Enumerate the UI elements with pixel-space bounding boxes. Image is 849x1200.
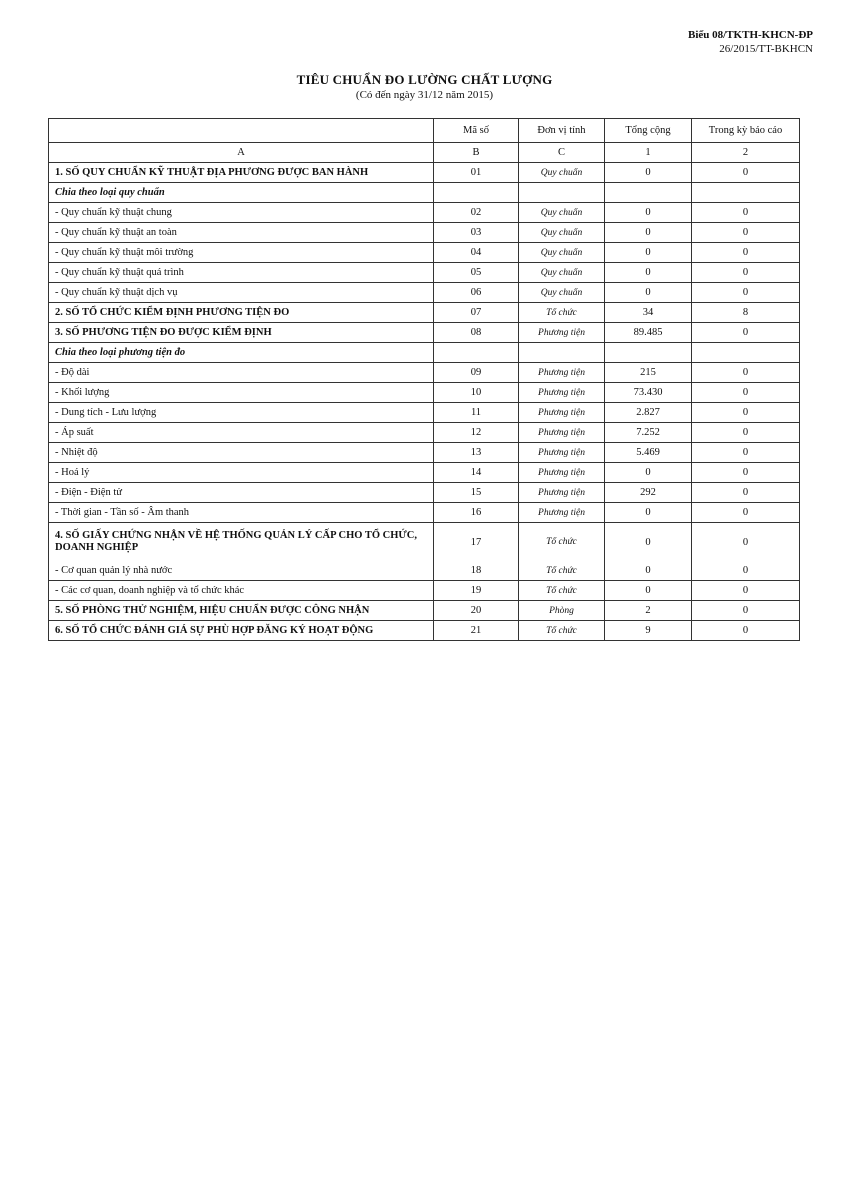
row-total: 0	[605, 523, 692, 562]
table-row	[49, 423, 800, 443]
row-period: 0	[692, 243, 800, 263]
row-name: - Điện - Điện tử	[49, 483, 434, 503]
row-unit	[519, 343, 605, 363]
row-unit: Quy chuẩn	[519, 243, 605, 263]
row-total: 0	[605, 463, 692, 483]
row-period: 0	[692, 263, 800, 283]
row-code: 17	[434, 523, 519, 562]
row-unit: Tổ chức	[519, 523, 605, 562]
row-code: 02	[434, 203, 519, 223]
page-title: TIÊU CHUẨN ĐO LƯỜNG CHẤT LƯỢNG	[296, 72, 553, 87]
section-row	[49, 523, 800, 562]
row-period: 0	[692, 423, 800, 443]
row-name: Chia theo loại phương tiện đo	[49, 343, 434, 363]
row-total	[605, 183, 692, 203]
row-name: - Hoá lý	[49, 463, 434, 483]
row-total: 0	[605, 203, 692, 223]
row-period: 0	[692, 203, 800, 223]
row-unit: Phương tiện	[519, 463, 605, 483]
row-unit: Phương tiện	[519, 503, 605, 523]
row-code: 09	[434, 363, 519, 383]
row-total: 9	[605, 621, 692, 641]
row-code: 07	[434, 303, 519, 323]
row-name: - Các cơ quan, doanh nghiệp và tổ chức khác	[49, 581, 434, 601]
table-row	[49, 223, 800, 243]
row-name: Chia theo loại quy chuẩn	[49, 183, 434, 203]
row-name: - Quy chuẩn kỹ thuật quá trình	[49, 263, 434, 283]
row-code: 15	[434, 483, 519, 503]
row-code: 14	[434, 463, 519, 483]
row-total: 89.485	[605, 323, 692, 343]
row-total: 2.827	[605, 403, 692, 423]
header-period: Trong kỳ báo cáo	[692, 119, 800, 143]
table-row	[49, 363, 800, 383]
row-name: 3. SỐ PHƯƠNG TIỆN ĐO ĐƯỢC KIỂM ĐỊNH	[49, 323, 434, 343]
header-code: Mã số	[434, 119, 519, 143]
row-code: 21	[434, 621, 519, 641]
row-period: 0	[692, 443, 800, 463]
table-row	[49, 203, 800, 223]
group-row	[49, 183, 800, 203]
row-total: 0	[605, 283, 692, 303]
table-row	[49, 503, 800, 523]
header-total: Tổng cộng	[605, 119, 692, 143]
row-name: - Quy chuẩn kỹ thuật an toàn	[49, 223, 434, 243]
key-period: 2	[692, 143, 800, 163]
row-name: - Cơ quan quản lý nhà nước	[49, 561, 434, 581]
row-period: 0	[692, 561, 800, 581]
row-period: 8	[692, 303, 800, 323]
section-row	[49, 163, 800, 183]
row-code: 06	[434, 283, 519, 303]
row-period: 0	[692, 323, 800, 343]
key-unit: C	[519, 143, 605, 163]
report-table	[48, 118, 800, 641]
section-row	[49, 621, 800, 641]
row-unit: Quy chuẩn	[519, 283, 605, 303]
row-unit: Tổ chức	[519, 581, 605, 601]
row-total: 0	[605, 223, 692, 243]
row-total: 0	[605, 581, 692, 601]
row-total: 34	[605, 303, 692, 323]
row-unit: Phương tiện	[519, 363, 605, 383]
row-name: - Nhiệt độ	[49, 443, 434, 463]
header-name	[49, 119, 434, 143]
table-row	[49, 263, 800, 283]
row-period: 0	[692, 523, 800, 562]
row-code: 04	[434, 243, 519, 263]
row-period: 0	[692, 483, 800, 503]
group-row	[49, 343, 800, 363]
row-total: 0	[605, 503, 692, 523]
row-unit: Tổ chức	[519, 303, 605, 323]
row-period: 0	[692, 581, 800, 601]
row-code: 13	[434, 443, 519, 463]
row-period: 0	[692, 403, 800, 423]
row-name: - Quy chuẩn kỹ thuật chung	[49, 203, 434, 223]
row-code: 18	[434, 561, 519, 581]
header-unit: Đơn vị tính	[519, 119, 605, 143]
table-row	[49, 243, 800, 263]
row-unit: Phương tiện	[519, 423, 605, 443]
row-unit: Phương tiện	[519, 323, 605, 343]
row-unit: Quy chuẩn	[519, 223, 605, 243]
row-code: 05	[434, 263, 519, 283]
row-name: 5. SỐ PHÒNG THỬ NGHIỆM, HIỆU CHUẨN ĐƯỢC CÔNG NHẬN	[49, 601, 434, 621]
row-code: 11	[434, 403, 519, 423]
table-row	[49, 283, 800, 303]
section-row	[49, 323, 800, 343]
table-row	[49, 581, 800, 601]
row-period: 0	[692, 223, 800, 243]
table-row	[49, 383, 800, 403]
row-total: 7.252	[605, 423, 692, 443]
row-total: 292	[605, 483, 692, 503]
row-code: 01	[434, 163, 519, 183]
row-name: - Độ dài	[49, 363, 434, 383]
row-period: 0	[692, 363, 800, 383]
row-code: 03	[434, 223, 519, 243]
row-code: 20	[434, 601, 519, 621]
row-total: 0	[605, 243, 692, 263]
table-row	[49, 483, 800, 503]
row-period: 0	[692, 503, 800, 523]
row-period	[692, 183, 800, 203]
row-name: 2. SỐ TỔ CHỨC KIỂM ĐỊNH PHƯƠNG TIỆN ĐO	[49, 303, 434, 323]
row-code	[434, 183, 519, 203]
row-total	[605, 343, 692, 363]
row-unit: Phương tiện	[519, 483, 605, 503]
form-code-line-2: 26/2015/TT-BKHCN	[719, 43, 813, 55]
row-unit: Quy chuẩn	[519, 163, 605, 183]
row-code: 10	[434, 383, 519, 403]
row-unit: Tổ chức	[519, 621, 605, 641]
row-unit: Quy chuẩn	[519, 203, 605, 223]
key-code: B	[434, 143, 519, 163]
row-unit	[519, 183, 605, 203]
row-unit: Phương tiện	[519, 443, 605, 463]
form-code	[688, 28, 813, 56]
row-total: 5.469	[605, 443, 692, 463]
section-row	[49, 601, 800, 621]
row-code: 08	[434, 323, 519, 343]
row-name: - Thời gian - Tần số - Âm thanh	[49, 503, 434, 523]
row-unit: Phương tiện	[519, 383, 605, 403]
section-row	[49, 303, 800, 323]
key-total: 1	[605, 143, 692, 163]
row-period: 0	[692, 283, 800, 303]
row-total: 215	[605, 363, 692, 383]
table-row	[49, 443, 800, 463]
row-total: 2	[605, 601, 692, 621]
row-period: 0	[692, 383, 800, 403]
row-code: 19	[434, 581, 519, 601]
row-name: - Áp suất	[49, 423, 434, 443]
row-unit: Tổ chức	[519, 561, 605, 581]
key-name: A	[49, 143, 434, 163]
row-name: 6. SỐ TỔ CHỨC ĐÁNH GIÁ SỰ PHÙ HỢP ĐĂNG KÝ HOẠT ĐỘNG	[49, 621, 434, 641]
column-key-row	[49, 143, 800, 163]
row-name: - Dung tích - Lưu lượng	[49, 403, 434, 423]
row-period: 0	[692, 163, 800, 183]
header-row	[49, 119, 800, 143]
row-period: 0	[692, 463, 800, 483]
row-name: - Khối lượng	[49, 383, 434, 403]
table-row	[49, 403, 800, 423]
row-unit: Phòng	[519, 601, 605, 621]
table-row	[49, 561, 800, 581]
row-period: 0	[692, 601, 800, 621]
row-unit: Phương tiện	[519, 403, 605, 423]
row-unit: Quy chuẩn	[519, 263, 605, 283]
row-code: 16	[434, 503, 519, 523]
row-name: 4. SỐ GIẤY CHỨNG NHẬN VỀ HỆ THỐNG QUẢN LÝ CẤP CHO TỔ CHỨC, DOANH NGHIỆP	[49, 523, 434, 562]
row-total: 0	[605, 561, 692, 581]
row-name: - Quy chuẩn kỹ thuật dịch vụ	[49, 283, 434, 303]
row-period: 0	[692, 621, 800, 641]
row-total: 0	[605, 163, 692, 183]
row-code	[434, 343, 519, 363]
table-row	[49, 463, 800, 483]
page-subtitle: (Có đến ngày 31/12 năm 2015)	[355, 89, 494, 101]
row-period	[692, 343, 800, 363]
row-total: 73.430	[605, 383, 692, 403]
row-name: 1. SỐ QUY CHUẨN KỸ THUẬT ĐỊA PHƯƠNG ĐƯỢC BAN HÀNH	[49, 163, 434, 183]
row-name: - Quy chuẩn kỹ thuật môi trường	[49, 243, 434, 263]
row-code: 12	[434, 423, 519, 443]
form-code-line-1: Biểu 08/TKTH-KHCN-ĐP	[688, 29, 813, 41]
row-total: 0	[605, 263, 692, 283]
